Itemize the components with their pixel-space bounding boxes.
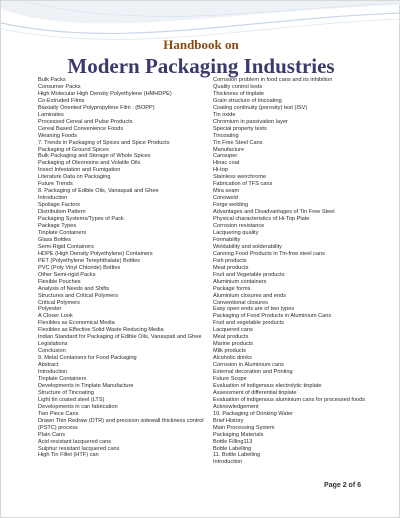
toc-entry: Alcoholic drinks xyxy=(213,355,252,362)
toc-entry: Structures and Critical Polymers xyxy=(38,292,118,299)
toc-entry: Glass Bottles xyxy=(38,236,71,243)
toc-entry: Critical Polymers xyxy=(38,299,80,306)
toc-entry: Hinac coat xyxy=(213,160,240,167)
toc-entry: Hi-top xyxy=(213,167,228,174)
toc-entry: Weldability and solderability xyxy=(213,243,282,250)
toc-entry: Consumer Packs xyxy=(38,83,81,90)
toc-entry: Packaging Systems/Types of Pack xyxy=(38,216,124,223)
toc-right-column xyxy=(213,77,388,466)
toc-entry: Bottle Filling113 xyxy=(213,438,253,445)
toc-entry: Lacquered cans xyxy=(213,327,253,334)
toc-entry: Packaging Materials xyxy=(213,431,264,438)
toc-entry: Corrosion resistance xyxy=(213,223,265,230)
toc-entry: Acknowledgement xyxy=(213,403,259,410)
toc-entry: Spoilage Factors xyxy=(38,202,80,209)
toc-entry: Corrosion problem in food cans and its inhibition xyxy=(213,77,333,83)
toc-entry: Formability xyxy=(213,236,241,243)
toc-entry: Biaxially Oriented Polypropylene Film : (BOPP) xyxy=(38,104,155,111)
toc-entry: Cereal Based Convenience Foods xyxy=(38,125,124,132)
toc-entry: PVC (Poly Vinyl Chloride) Bottles xyxy=(38,264,121,271)
toc-entry: Tin oxide xyxy=(213,111,236,118)
toc-entry: Tinplate Containers xyxy=(38,229,87,236)
toc-entry: Distribution Pattern xyxy=(38,209,86,216)
book-subtitle: Handbook on xyxy=(163,37,239,52)
toc-entry: Aluminium containers xyxy=(213,278,267,285)
toc-entry: Fish products xyxy=(213,257,247,264)
toc-entry: External decoration and Printing xyxy=(213,369,293,376)
toc-entry: 11. Bottle Labelling xyxy=(213,452,261,459)
toc-entry: Flexible Pouches xyxy=(38,278,81,285)
toc-entry: Physical characteristics of Hi-Top Plate xyxy=(213,216,310,223)
book-title: Modern Packaging Industries xyxy=(67,54,335,78)
toc-entry: Fruit and vegetable products xyxy=(213,320,284,327)
toc-entry: Analysis of Needs and Shifts xyxy=(38,285,110,292)
toc-entry: Tincoating xyxy=(213,132,239,139)
toc-entry: Tin Free Steel Cans xyxy=(213,139,263,146)
toc-entry: Thickness of tinplate xyxy=(213,90,264,97)
toc-entry: Drawn Thin Redraw (DTR) and precision sidewall thickness control (PSTC) process xyxy=(38,417,204,431)
toc-entry: Coating continuity (porosity) test (ISV) xyxy=(213,104,308,111)
toc-entry: Packaging of Oleoresins and Volatile Oils xyxy=(38,160,141,167)
toc-entry: Bulk Packs xyxy=(38,77,66,83)
toc-entry: Conclusion xyxy=(38,348,66,355)
toc-entry: Literature Data on Packaging xyxy=(38,174,111,181)
toc-entry: 10. Packaging of Drinking Water xyxy=(213,410,294,417)
toc-entry: Milk products xyxy=(213,348,246,355)
toc-entry: Aluminium closures and ends xyxy=(213,292,287,299)
toc-entry: Grain structure of tincoating xyxy=(213,97,282,104)
toc-entry: High Tin Fillet (HTF) can xyxy=(38,452,99,459)
toc-entry: Stainless weirchrome xyxy=(213,174,267,181)
toc-entry: Tinplate Containers xyxy=(38,375,87,382)
toc-entry: Corrosion in Aluminium cans xyxy=(213,362,284,369)
toc-entry: Packaging of Food Products in Aluminium Cans xyxy=(213,313,332,320)
page-number: Page 2 of 6 xyxy=(324,482,361,489)
toc-entry: Package Types xyxy=(38,223,77,230)
toc-entry: Meat products xyxy=(213,264,249,271)
toc-entry: 8. Packaging of Edible Oils, Vanaspati and Ghee xyxy=(38,188,159,195)
toc-entry: Co-Extruded Films xyxy=(38,97,85,104)
toc-entry: Other Semi-rigid Packs xyxy=(38,271,96,278)
toc-entry: Sulphur resistant lacquered cans xyxy=(38,445,120,452)
toc-entry: Introduction xyxy=(38,195,68,202)
toc-entry: Brief History xyxy=(213,417,244,424)
toc-entry: Laminates xyxy=(38,111,64,118)
toc-entry: PET (Polyethylene Terephthalate) Bottles xyxy=(38,257,141,264)
toc-entry: Evaluation of indigenous electrolytic tinplate xyxy=(213,382,322,389)
toc-entry: Polyester xyxy=(38,306,62,313)
toc-entry: Flexibles as Effective Solid Waste Reducing Media xyxy=(38,327,164,334)
toc-entry: Processed Cereal and Pulse Products xyxy=(38,118,133,125)
toc-entry: Main Processing System xyxy=(213,424,275,431)
toc-entry: Abstract xyxy=(38,362,59,369)
toc-entry: Package forms xyxy=(213,285,251,292)
toc-entry: Manufacture xyxy=(213,146,245,153)
toc-entry: Fabrication of TFS cans xyxy=(213,181,273,188)
toc-entry: 9. Metal Containers for Food Packaging xyxy=(38,355,137,362)
toc-entry: Light tin coated steel (LTS) xyxy=(38,396,105,403)
toc-entry: Indian Standard for Packaging of Edible Oils, Vanaspati and Ghee xyxy=(38,334,202,341)
toc-entry: Insect Infestation and Fumigation xyxy=(38,167,121,174)
toc-entry: Evaluation of indigenous aluminium cans for processed foods xyxy=(213,396,366,403)
toc-entry: Packaging of Ground Spices xyxy=(38,146,109,153)
toc-entry: Developments in Tinplate Manufacture xyxy=(38,382,134,389)
toc-entry: Developments in can fabrication xyxy=(38,403,118,410)
toc-entry: Lacquering quality xyxy=(213,229,259,236)
toc-entry: Special property tests xyxy=(213,125,267,132)
toc-entry: HDPE (High Density Polyethylene) Containers xyxy=(38,250,153,257)
toc-entry: Quality control tests xyxy=(213,83,263,90)
toc-entry: Introduction xyxy=(213,459,243,466)
toc-entry: Two Piece Cans xyxy=(38,410,79,417)
toc-entry: Plain Cans xyxy=(38,431,66,438)
toc-entry: Cansuper xyxy=(213,153,238,160)
toc-entry: High Molecular High Density Polyethylene (HMHDPE) xyxy=(38,90,172,97)
toc-entry: Conventional closures xyxy=(213,299,269,306)
toc-entry: Introduction xyxy=(38,369,68,376)
toc-left-column xyxy=(38,77,208,459)
toc-entry: Canning Food Products in Tin-free steel cans xyxy=(213,250,325,257)
toc-entry: A Closer Look xyxy=(38,313,73,320)
toc-entry: Semi-Rigid Containers xyxy=(38,243,94,250)
toc-entry: Assessment of differential tinplate xyxy=(213,389,297,396)
toc-entry: Chromium in passivation layer xyxy=(213,118,288,125)
toc-entry: Fruit and Vegetable products xyxy=(213,271,285,278)
toc-entry: Future Trends xyxy=(38,181,73,188)
toc-entry: Conoweld xyxy=(213,195,238,202)
header xyxy=(1,37,400,78)
toc-entry: Mira seam xyxy=(213,188,240,195)
toc-entry: Meat products xyxy=(213,334,249,341)
toc-entry: Acid resistant lacquered cans xyxy=(38,438,112,445)
toc-entry: Marine products xyxy=(213,341,254,348)
toc-entry: Advantages and Disadvantages of Tin Free Steel xyxy=(213,209,335,216)
toc-entry: Bottle Labelling xyxy=(213,445,252,452)
toc-entry: Legislations xyxy=(38,341,68,348)
toc-entry: Structure of Tincoating xyxy=(38,389,94,396)
toc-entry: Bulk Packaging and Storage of Whole Spices xyxy=(38,153,151,160)
toc-entry: Easy open ends are of two types xyxy=(213,306,295,313)
toc-entry: Future Scope xyxy=(213,375,247,382)
toc-entry: Weaning Foods xyxy=(38,132,78,139)
toc-entry: Forge welding xyxy=(213,202,249,209)
toc-entry: Flexibles as Economical Media xyxy=(38,320,115,327)
toc-entry: 7. Trends in Packaging of Spices and Spice Products xyxy=(38,139,170,146)
